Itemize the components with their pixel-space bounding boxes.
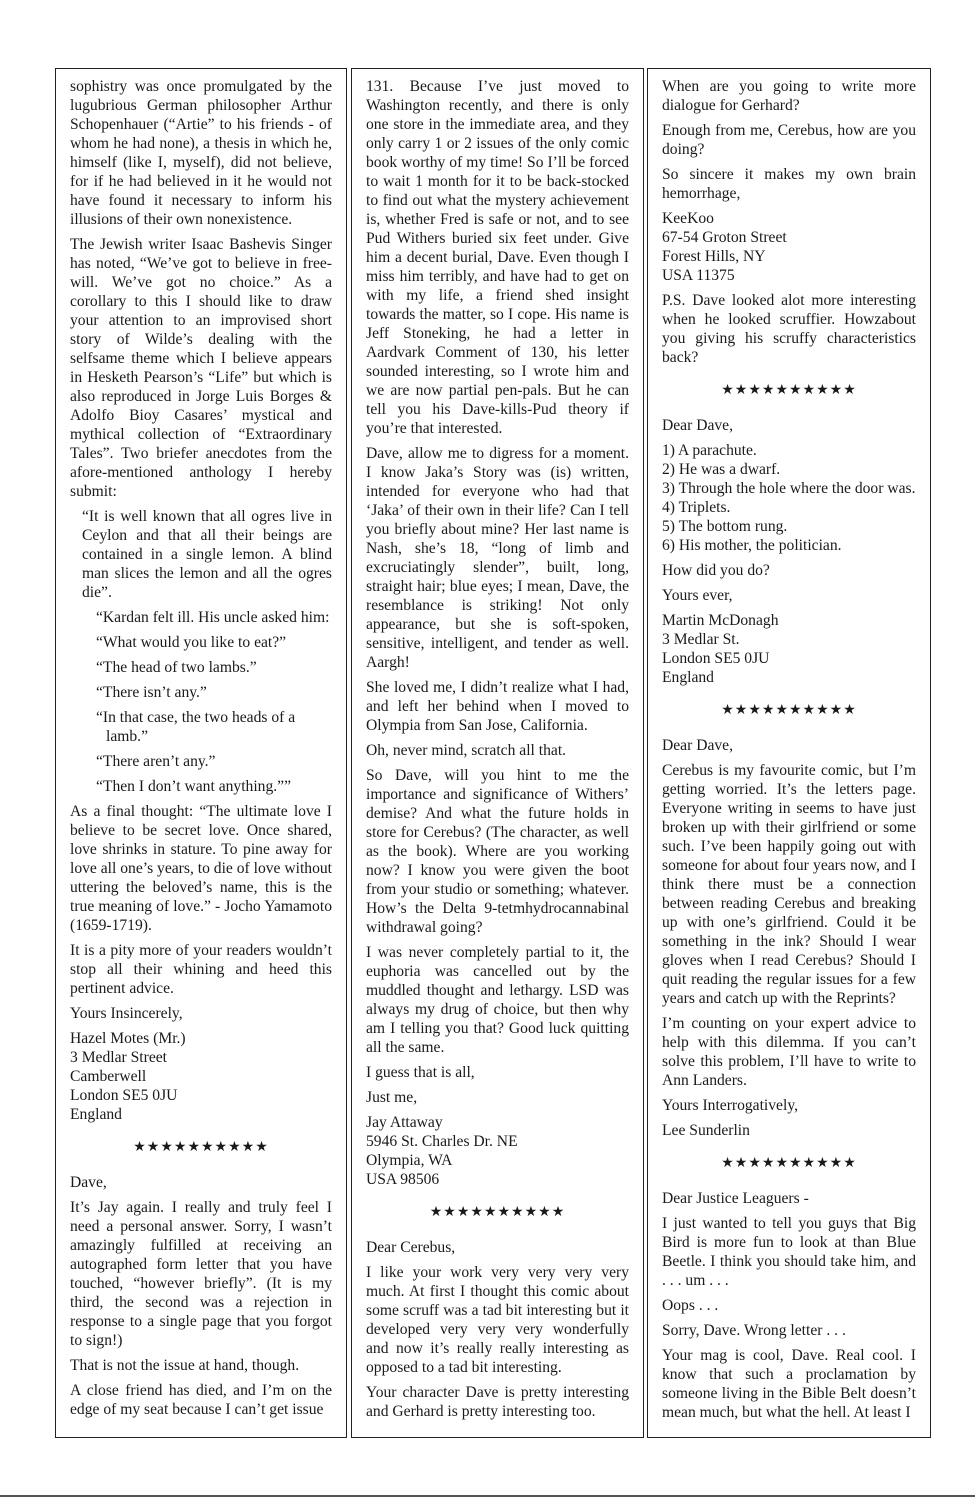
letter-paragraph: How did you do?: [662, 562, 770, 579]
text-line: 3 Medlar St.: [662, 631, 740, 648]
address-block: [662, 209, 916, 285]
letter-paragraph: It’s Jay again. I really and truly feel I need a personal answer. Sorry, I wasn’t amazingly fulfilled at receiving an autographed form letter that you have touched, “however briefly”. (It is my third, the second was a rejection in response to a single page that you forgot to sign!): [70, 1199, 332, 1349]
text-line: 2) He was a dwarf.: [662, 461, 781, 478]
letter-paragraph: Oh, never mind, scratch all that.: [366, 742, 567, 759]
dialogue-line: “There isn’t any.”: [96, 684, 207, 701]
text-line: 5946 St. Charles Dr. NE: [366, 1133, 518, 1150]
text-line: Martin McDonagh: [662, 612, 779, 629]
dialogue-line: “The head of two lambs.”: [96, 659, 257, 676]
letter-paragraph: 131. Because I’ve just moved to Washington recently, and there is only one store in the immediate area, and they only carry 1 or 2 issues of the only comic book worthy of my time! So I’ll be forced to wait 1 month for it to be back-stocked to find out what the mystery achievement is, whether Fred is safe or not, and to see Pud Withers buried six feet under. Give him a decent burial, Dave. Even though I miss him terribly, and have had to get on with my life, a friend shed insight towards the matter, so I cope. His name is Jeff Stoneking, he had a letter in Aardvark Comment of 130, his letter sounded interesting, so I wrote him and we are now partial pen-pals. But he can tell you his Dave-kills-Pud theory if you’re that interested.: [366, 78, 629, 437]
letter-paragraph: I guess that is all,: [366, 1064, 475, 1081]
text-line: London SE5 0JU: [662, 650, 770, 667]
star-separator: ★★★★★★★★★★: [721, 703, 857, 718]
letter-paragraph: Your character Dave is pretty interesting and Gerhard is pretty interesting too.: [366, 1384, 629, 1420]
dialogue-line: “Kardan felt ill. His uncle asked him:: [96, 609, 330, 626]
star-separator: ★★★★★★★★★★: [133, 1140, 269, 1155]
letter-paragraph: Cerebus is my favourite comic, but I’m getting worried. It’s the letters page. Everyone writing in seems to have just broken up with their girlfriend or some such. I’ve been happily going out with someone for about four years now, and I think there must be a connection between reading Cerebus and breaking up with one’s girlfriend. Could it be something in the ink? Should I wear gloves when I read Cerebus? Should I quit reading the regular issues for a few years and catch up with the Reprints?: [662, 762, 916, 1007]
letter-paragraph: Yours ever,: [662, 587, 733, 604]
letter-paragraph: Your mag is cool, Dave. Real cool. I know that such a proclamation by someone living in the Bible Belt doesn’t mean much, but what the hell. At least I: [662, 1347, 916, 1421]
text-line: 1) A parachute.: [662, 442, 757, 459]
letter-paragraph: I’m counting on your expert advice to help with this dilemma. If you can’t solve this problem, I’ll have to write to Ann Landers.: [662, 1015, 916, 1089]
letters-column-2: [351, 68, 644, 1438]
letter-paragraph: It is a pity more of your readers wouldn’t stop all their whining and heed this pertinent advice.: [70, 942, 332, 997]
letter-paragraph: A close friend has died, and I’m on the edge of my seat because I can’t get issue: [70, 1382, 332, 1418]
letter-paragraph: I like your work very very very very much. At first I thought this comic about some scruff was a tad bit interesting but it developed very very very wonderfully and now it’s really really interesting as opposed to a tad bit interesting.: [366, 1264, 629, 1376]
letter-paragraph: Sorry, Dave. Wrong letter . . .: [662, 1322, 846, 1339]
letter-paragraph: Yours Interrogatively,: [662, 1097, 798, 1114]
letter-paragraph: I was never completely partial to it, the euphoria was cancelled out by the muddled thought and lethargy. LSD was always my drug of choice, but then why am I telling you that? Good luck quitting all the same.: [366, 944, 629, 1056]
text-line: 5) The bottom rung.: [662, 518, 788, 535]
address-block: [366, 1113, 629, 1189]
letter-paragraph: Lee Sunderlin: [662, 1122, 750, 1139]
letters-column-3: [647, 68, 931, 1438]
letter-paragraph: P.S. Dave looked alot more interesting when he looked scruffier. Howzabout you giving his scruffy characteristics back?: [662, 292, 916, 366]
letter-paragraph: Dear Dave,: [662, 737, 733, 754]
letters-column-1: [55, 68, 347, 1438]
quoted-passage: “It is well known that all ogres live in Ceylon and that all their beings are contained in a single lemon. A blind man slices the lemon and all the ogres die”.: [82, 508, 332, 601]
star-separator: ★★★★★★★★★★: [721, 383, 857, 398]
address-block: [662, 441, 916, 555]
text-line: Olympia, WA: [366, 1152, 453, 1169]
text-line: KeeKoo: [662, 210, 714, 227]
dialogue-line: “There aren’t any.”: [96, 753, 216, 770]
letter-paragraph: Dave,: [70, 1174, 107, 1191]
letter-paragraph: As a final thought: “The ultimate love I believe to be secret love. Once shared, love shrinks in stature. To pine away for love all one’s years, to die of love without uttering the beloved’s name, this is the true meaning of love.” - Jocho Yamamoto (1659-1719).: [70, 803, 333, 934]
address-block: [662, 611, 916, 687]
text-line: Jay Attaway: [366, 1114, 443, 1131]
letter-paragraph: Just me,: [366, 1089, 418, 1106]
dialogue-line: “What would you like to eat?”: [96, 634, 287, 651]
letter-paragraph: Dear Cerebus,: [366, 1239, 456, 1256]
letter-paragraph: So Dave, will you hint to me the importance and significance of Withers’ demise? And what the future holds in store for Cerebus? (The character, as well as the book). Where are you working now? I know you were given the boot from your studio or something; whatever. How’s the Delta 9-tetmhydrocannabinal withdrawal going?: [366, 767, 629, 936]
text-line: 67-54 Groton Street: [662, 229, 787, 246]
letter-paragraph: Enough from me, Cerebus, how are you doing?: [662, 122, 916, 158]
text-line: USA 11375: [662, 267, 735, 284]
letter-paragraph: That is not the issue at hand, though.: [70, 1357, 300, 1374]
letter-paragraph: So sincere it makes my own brain hemorrhage,: [662, 166, 916, 202]
text-line: Hazel Motes (Mr.): [70, 1030, 186, 1047]
letter-paragraph: Dear Dave,: [662, 417, 733, 434]
text-line: London SE5 0JU: [70, 1087, 178, 1104]
letter-paragraph: I just wanted to tell you guys that Big Bird is more fun to look at than Blue Beetle. I think you should take him, and . . . um . . .: [662, 1215, 916, 1289]
letter-paragraph: She loved me, I didn’t realize what I had, and left her behind when I moved to Olympia from San Jose, California.: [366, 679, 629, 734]
text-line: 3 Medlar Street: [70, 1049, 167, 1066]
letter-paragraph: Dave, allow me to digress for a moment. I know Jaka’s Story was (is) written, intended for everyone who had that ‘Jaka’ of their own in their life? Can I tell you briefly about mine? Her last name is Nash, she’s 18, “long of limb and excruciatingly slender”, built, long, straight hair; blue eyes; I mean, Dave, the resemblance is striking! Not only appearance, but she is soft-spoken, sensitive, intelligent, and tender as well. Aargh!: [366, 445, 629, 671]
letter-paragraph: The Jewish writer Isaac Bashevis Singer has noted, “We’ve got to believe in free-will. We’ve got no choice.” As a corollary to this I should like to draw your attention to an improvised short story of Wilde’s dealing with the selfsame theme which I believe appears in Hesketh Pearson’s “Life” but which is also reproduced in Jorge Luis Borges & Adolfo Bioy Casares’ mystical and mythical collection of “Extraordinary Tales”. Two briefer anecdotes from the afore-mentioned anthology I hereby submit:: [70, 236, 332, 500]
dialogue-line: “Then I don’t want anything.””: [96, 778, 292, 795]
letter-paragraph: When are you going to write more dialogue for Gerhard?: [662, 78, 916, 114]
page-bottom-rule: [0, 1495, 975, 1497]
text-line: 3) Through the hole where the door was.: [662, 480, 916, 497]
text-line: Forest Hills, NY: [662, 248, 766, 265]
letter-paragraph: sophistry was once promulgated by the lugubrious German philosopher Arthur Schopenhauer (“Artie” to his friends - of whom he had none), a thesis in which he, himself (like I, myself), did not believe, for if he had believed in it he would not have found it necessary to inform his illusions of their own nonexistence.: [70, 78, 332, 228]
text-line: USA 98506: [366, 1171, 440, 1188]
text-line: 6) His mother, the politician.: [662, 537, 842, 554]
letter-paragraph: Dear Justice Leaguers -: [662, 1190, 809, 1207]
star-separator: ★★★★★★★★★★: [429, 1205, 566, 1220]
letter-paragraph: Yours Insincerely,: [70, 1005, 183, 1022]
dialogue-line: “In that case, the two heads of a lamb.”: [96, 709, 296, 745]
text-line: 4) Triplets.: [662, 499, 731, 516]
star-separator: ★★★★★★★★★★: [721, 1156, 857, 1171]
text-line: England: [70, 1106, 122, 1123]
text-line: Camberwell: [70, 1068, 147, 1085]
text-line: England: [662, 669, 714, 686]
letter-paragraph: Oops . . .: [662, 1297, 719, 1314]
address-block: [70, 1029, 332, 1124]
